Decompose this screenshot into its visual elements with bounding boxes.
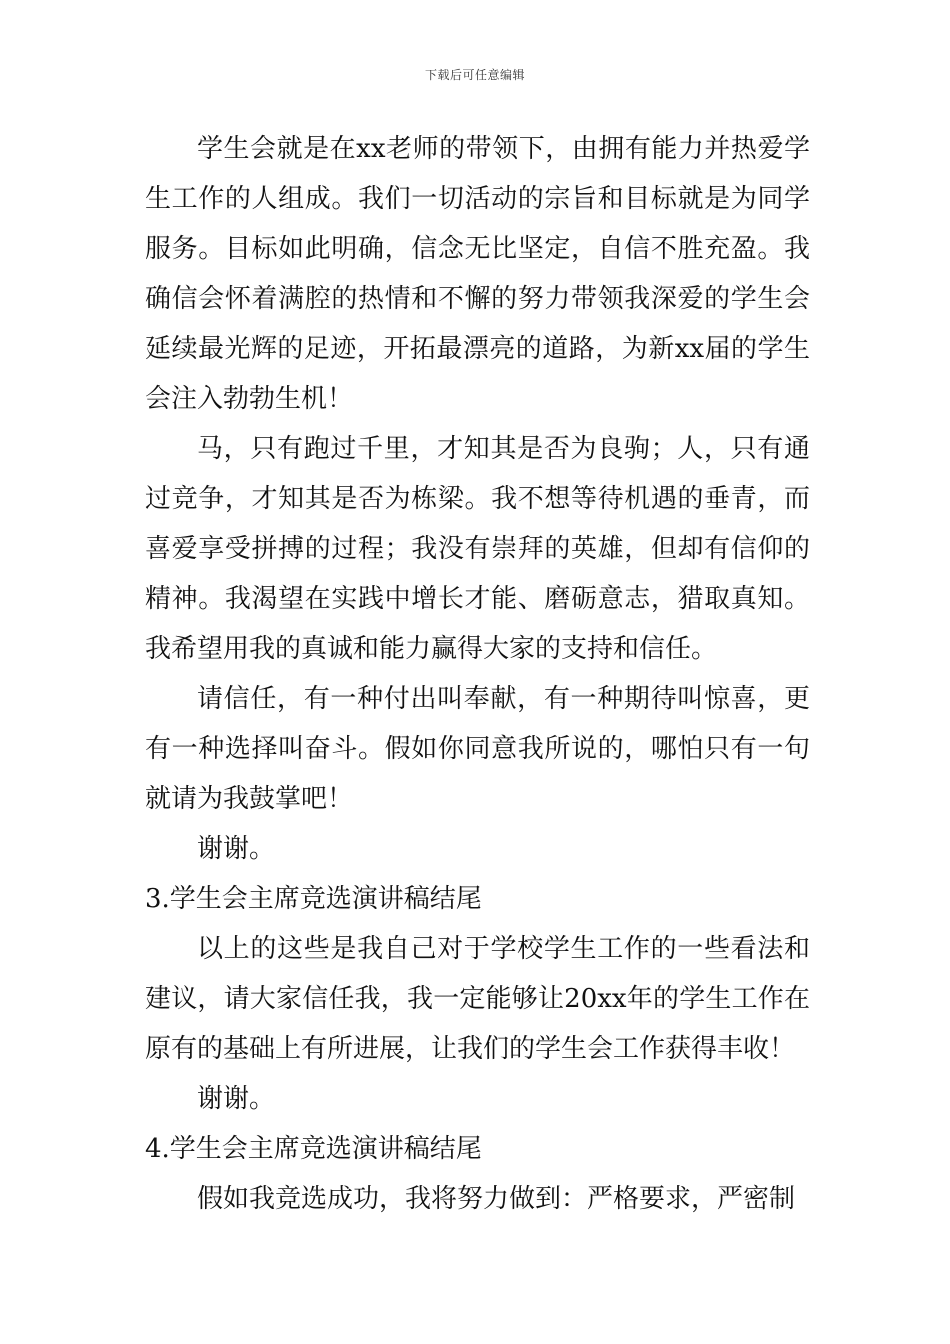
thanks-line-1: 谢谢。 bbox=[197, 834, 276, 864]
section-heading-3: 3.学生会主席竞选演讲稿结尾 bbox=[145, 884, 482, 914]
paragraph-3: 请信任，有一种付出叫奉献，有一种期待叫惊喜，更有一种选择叫奋斗。假如你同意我所说的，哪怕只有一句就请为我鼓掌吧！ bbox=[145, 684, 810, 814]
document-body bbox=[145, 124, 810, 1224]
paragraph-5: 假如我竞选成功，我将努力做到：严格要求，严密制 bbox=[197, 1184, 796, 1214]
paragraph-1: 学生会就是在xx老师的带领下，由拥有能力并热爱学生工作的人组成。我们一切活动的宗旨和目标就是为同学服务。目标如此明确，信念无比坚定，自信不胜充盈。我确信会怀着满腔的热情和不懈的努力带领我深爱的学生会延续最光辉的足迹，开拓最漂亮的道路，为新xx届的学生会注入勃勃生机！ bbox=[145, 134, 810, 414]
thanks-line-2: 谢谢。 bbox=[197, 1084, 276, 1114]
paragraph-2: 马，只有跑过千里，才知其是否为良驹；人，只有通过竞争，才知其是否为栋梁。我不想等待机遇的垂青，而喜爱享受拼搏的过程；我没有崇拜的英雄，但却有信仰的精神。我渴望在实践中增长才能、磨砺意志，猎取真知。我希望用我的真诚和能力赢得大家的支持和信任。 bbox=[145, 434, 810, 664]
page-header: 下载后可任意编辑 bbox=[424, 68, 525, 82]
paragraph-4: 以上的这些是我自己对于学校学生工作的一些看法和建议，请大家信任我，我一定能够让20xx年的学生工作在原有的基础上有所进展，让我们的学生会工作获得丰收！ bbox=[145, 934, 810, 1064]
section-heading-4: 4.学生会主席竞选演讲稿结尾 bbox=[145, 1134, 482, 1164]
